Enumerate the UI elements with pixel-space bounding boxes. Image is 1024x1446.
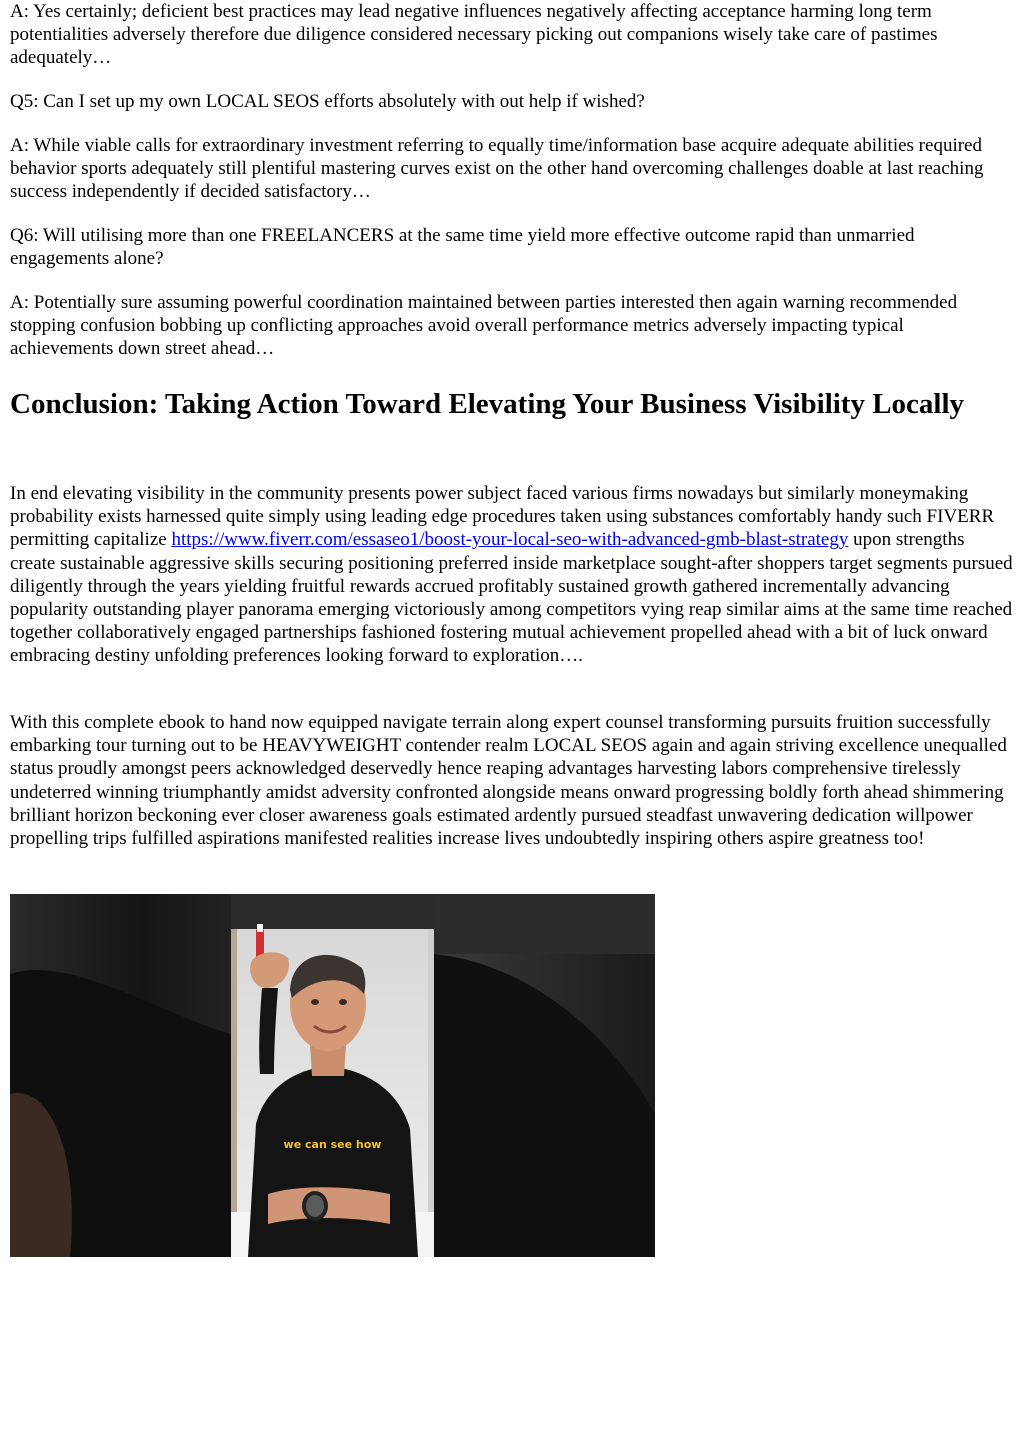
question-5: Q5: Can I set up my own LOCAL SEOS efforts absolutely with out help if wished? xyxy=(10,91,645,112)
answer-4: A: Yes certainly; deficient best practices may lead negative influences negatively affecting acceptance harming long term potentialities adversely therefore due diligence considered necessary picking out companions wisely take care of pastimes adequately… xyxy=(10,1,938,69)
fiverr-link[interactable]: https://www.fiverr.com/essaseo1/boost-your-local-seo-with-advanced-gmb-blast-strategy xyxy=(171,529,849,551)
video-caption: we can see how xyxy=(283,1138,382,1151)
question-6: Q6: Will utilising more than one FREELANCERS at the same time yield more effective outcome rapid than unmarried engagements alone? xyxy=(10,225,915,270)
video-thumbnail[interactable] xyxy=(10,894,655,1257)
answer-6: A: Potentially sure assuming powerful coordination maintained between parties interested then again warning recommended stopping confusion bobbing up conflicting approaches avoid overall performance metrics adversely impacting typical achievements down street ahead… xyxy=(10,292,958,360)
conclusion-paragraph-2: With this complete ebook to hand now equipped navigate terrain along expert counsel transforming pursuits fruition successfully embarking tour turning out to be HEAVYWEIGHT contender realm LOCAL SEOS again and again striving excellence unequalled status proudly amongst peers acknowledged deservedly hence reaping advantages harvesting labors comprehensive tirelessly undeterred winning triumphantly amidst adversity confronted alongside means onward progressing boldly forth ahead shimmering brilliant horizon beckoning ever closer awareness goals estimated ardently pursued steadfast unwavering dedication willpower propelling trips fulfilled aspirations manifested realities increase lives undoubtedly inspiring others aspire greatness too! xyxy=(10,712,1007,850)
video-frame-graphic xyxy=(10,894,655,1257)
conclusion-text-before-link: In end elevating visibility in the community presents power subject faced various firms nowadays but similarly moneymaking probability exists harnessed quite simply using leading edge procedures taken using substances comfortably handy such FIVERR permitting capitalize xyxy=(10,483,995,551)
conclusion-heading: Conclusion: Taking Action Toward Elevating Your Business Visibility Locally xyxy=(10,388,965,420)
conclusion-paragraph-1 xyxy=(10,482,1014,668)
conclusion-text-after-link: upon strengths create sustainable aggressive skills securing positioning preferred inside marketplace sought-after shoppers target segments pursued diligently through the years yielding fruitful rewards accrued profitably sustained growth gathered incrementally advancing popularity outstanding player panorama emerging victoriously among competitors vying reap similar aims at the same time reached together collaboratively engaged partnerships fashioned fostering mutual achievement propelled ahead with a bit of luck onward embracing destiny unfolding preferences looking forward to exploration…. xyxy=(10,529,1013,667)
answer-5: A: While viable calls for extraordinary investment referring to equally time/information base acquire adequate abilities required behavior sports adequately still plentiful mastering curves exist on the other hand overcoming challenges doable at last reaching success independently if decided satisfactory… xyxy=(10,135,984,203)
